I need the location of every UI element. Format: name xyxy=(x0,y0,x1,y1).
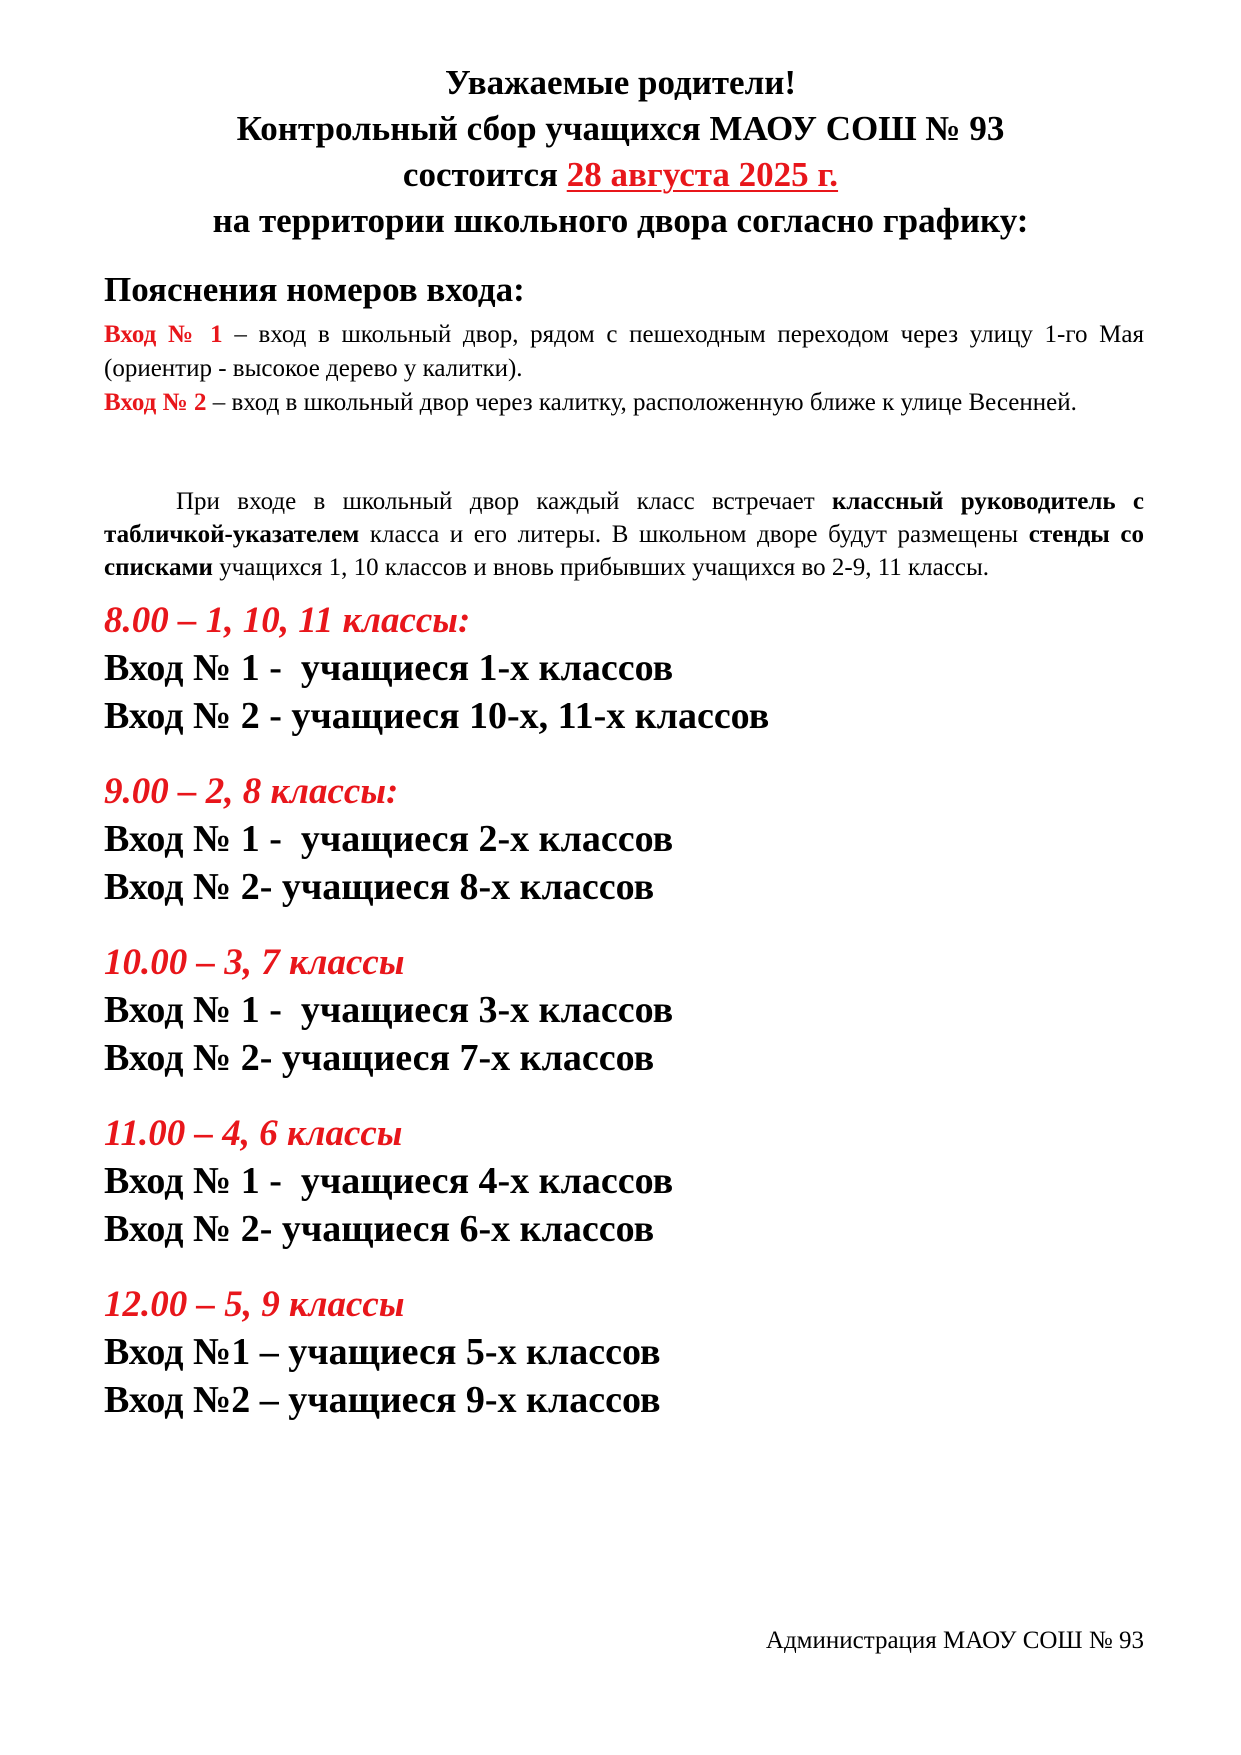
greeting: Уважаемые родители! xyxy=(444,63,797,102)
paragraph-bold-1: классный руководитель с табличкой-указателем xyxy=(104,488,1144,548)
instructions-paragraph xyxy=(104,485,1144,584)
slot-time: 12.00 – 5, 9 классы xyxy=(104,1284,405,1325)
slot-time: 9.00 – 2, 8 классы: xyxy=(104,771,399,812)
slot-time: 11.00 – 4, 6 классы xyxy=(104,1113,403,1154)
entrance-1-text: – вход в школьный двор, рядом с пешеходным переходом через улицу 1-го Мая (ориентир - высокое дерево у калитки). xyxy=(104,321,1144,382)
slot-entrance-1: Вход № 1 - учащиеся 3-х классов xyxy=(104,989,674,1031)
slot-entrance-1: Вход № 1 - учащиеся 4-х классов xyxy=(104,1160,674,1202)
date-prefix: состоится xyxy=(402,155,567,194)
entrance-1-label: Вход № 1 xyxy=(104,321,223,348)
entrance-1-explanation xyxy=(104,318,1144,386)
slot-entrance-2: Вход №2 – учащиеся 9-х классов xyxy=(104,1379,661,1421)
announcement-header xyxy=(100,60,1141,244)
announcement-title: Контрольный сбор учащихся МАОУ СОШ № 93 xyxy=(236,109,1005,148)
entrance-2-text: – вход в школьный двор через калитку, расположенную ближе к улице Весенней. xyxy=(206,389,1077,416)
slot-entrance-1: Вход № 1 - учащиеся 2-х классов xyxy=(104,818,674,860)
slot-time: 8.00 – 1, 10, 11 классы: xyxy=(104,600,471,641)
slot-entrance-2: Вход № 2 - учащиеся 10-х, 11-х классов xyxy=(104,695,770,737)
entrance-explanations xyxy=(104,318,1144,420)
schedule-slot-3 xyxy=(104,940,1144,1082)
schedule-slot-5 xyxy=(104,1282,1144,1424)
announcement-location: на территории школьного двора согласно графику: xyxy=(212,201,1029,240)
announcement-date-line xyxy=(100,152,1141,198)
paragraph-text-1: При входе в школьный двор каждый класс встречает xyxy=(176,488,832,515)
entrance-2-label: Вход № 2 xyxy=(104,389,207,416)
slot-entrance-1: Вход № 1 - учащиеся 1-х классов xyxy=(104,647,674,689)
slot-entrance-2: Вход № 2- учащиеся 6-х классов xyxy=(104,1208,655,1250)
event-date: 28 августа 2025 г. xyxy=(566,155,839,194)
footer-signature: Администрация МАОУ СОШ № 93 xyxy=(765,1627,1144,1654)
slot-time: 10.00 – 3, 7 классы xyxy=(104,942,405,983)
schedule-slot-1 xyxy=(104,598,1144,740)
entrance-2-explanation xyxy=(104,386,1144,420)
schedule-slot-2 xyxy=(104,769,1144,911)
schedule-slot-4 xyxy=(104,1111,1144,1253)
explanations-title: Пояснения номеров входа: xyxy=(104,270,525,309)
slot-entrance-2: Вход № 2- учащиеся 7-х классов xyxy=(104,1037,655,1079)
paragraph-text-2: класса и его литеры. В школьном дворе будут размещены xyxy=(359,521,1029,548)
paragraph-bold-2: стенды со списками xyxy=(104,521,1144,581)
slot-entrance-1: Вход №1 – учащиеся 5-х классов xyxy=(104,1331,661,1373)
slot-entrance-2: Вход № 2- учащиеся 8-х классов xyxy=(104,866,655,908)
paragraph-text-3: учащихся 1, 10 классов и вновь прибывших учащихся во 2-9, 11 классы. xyxy=(212,554,989,581)
